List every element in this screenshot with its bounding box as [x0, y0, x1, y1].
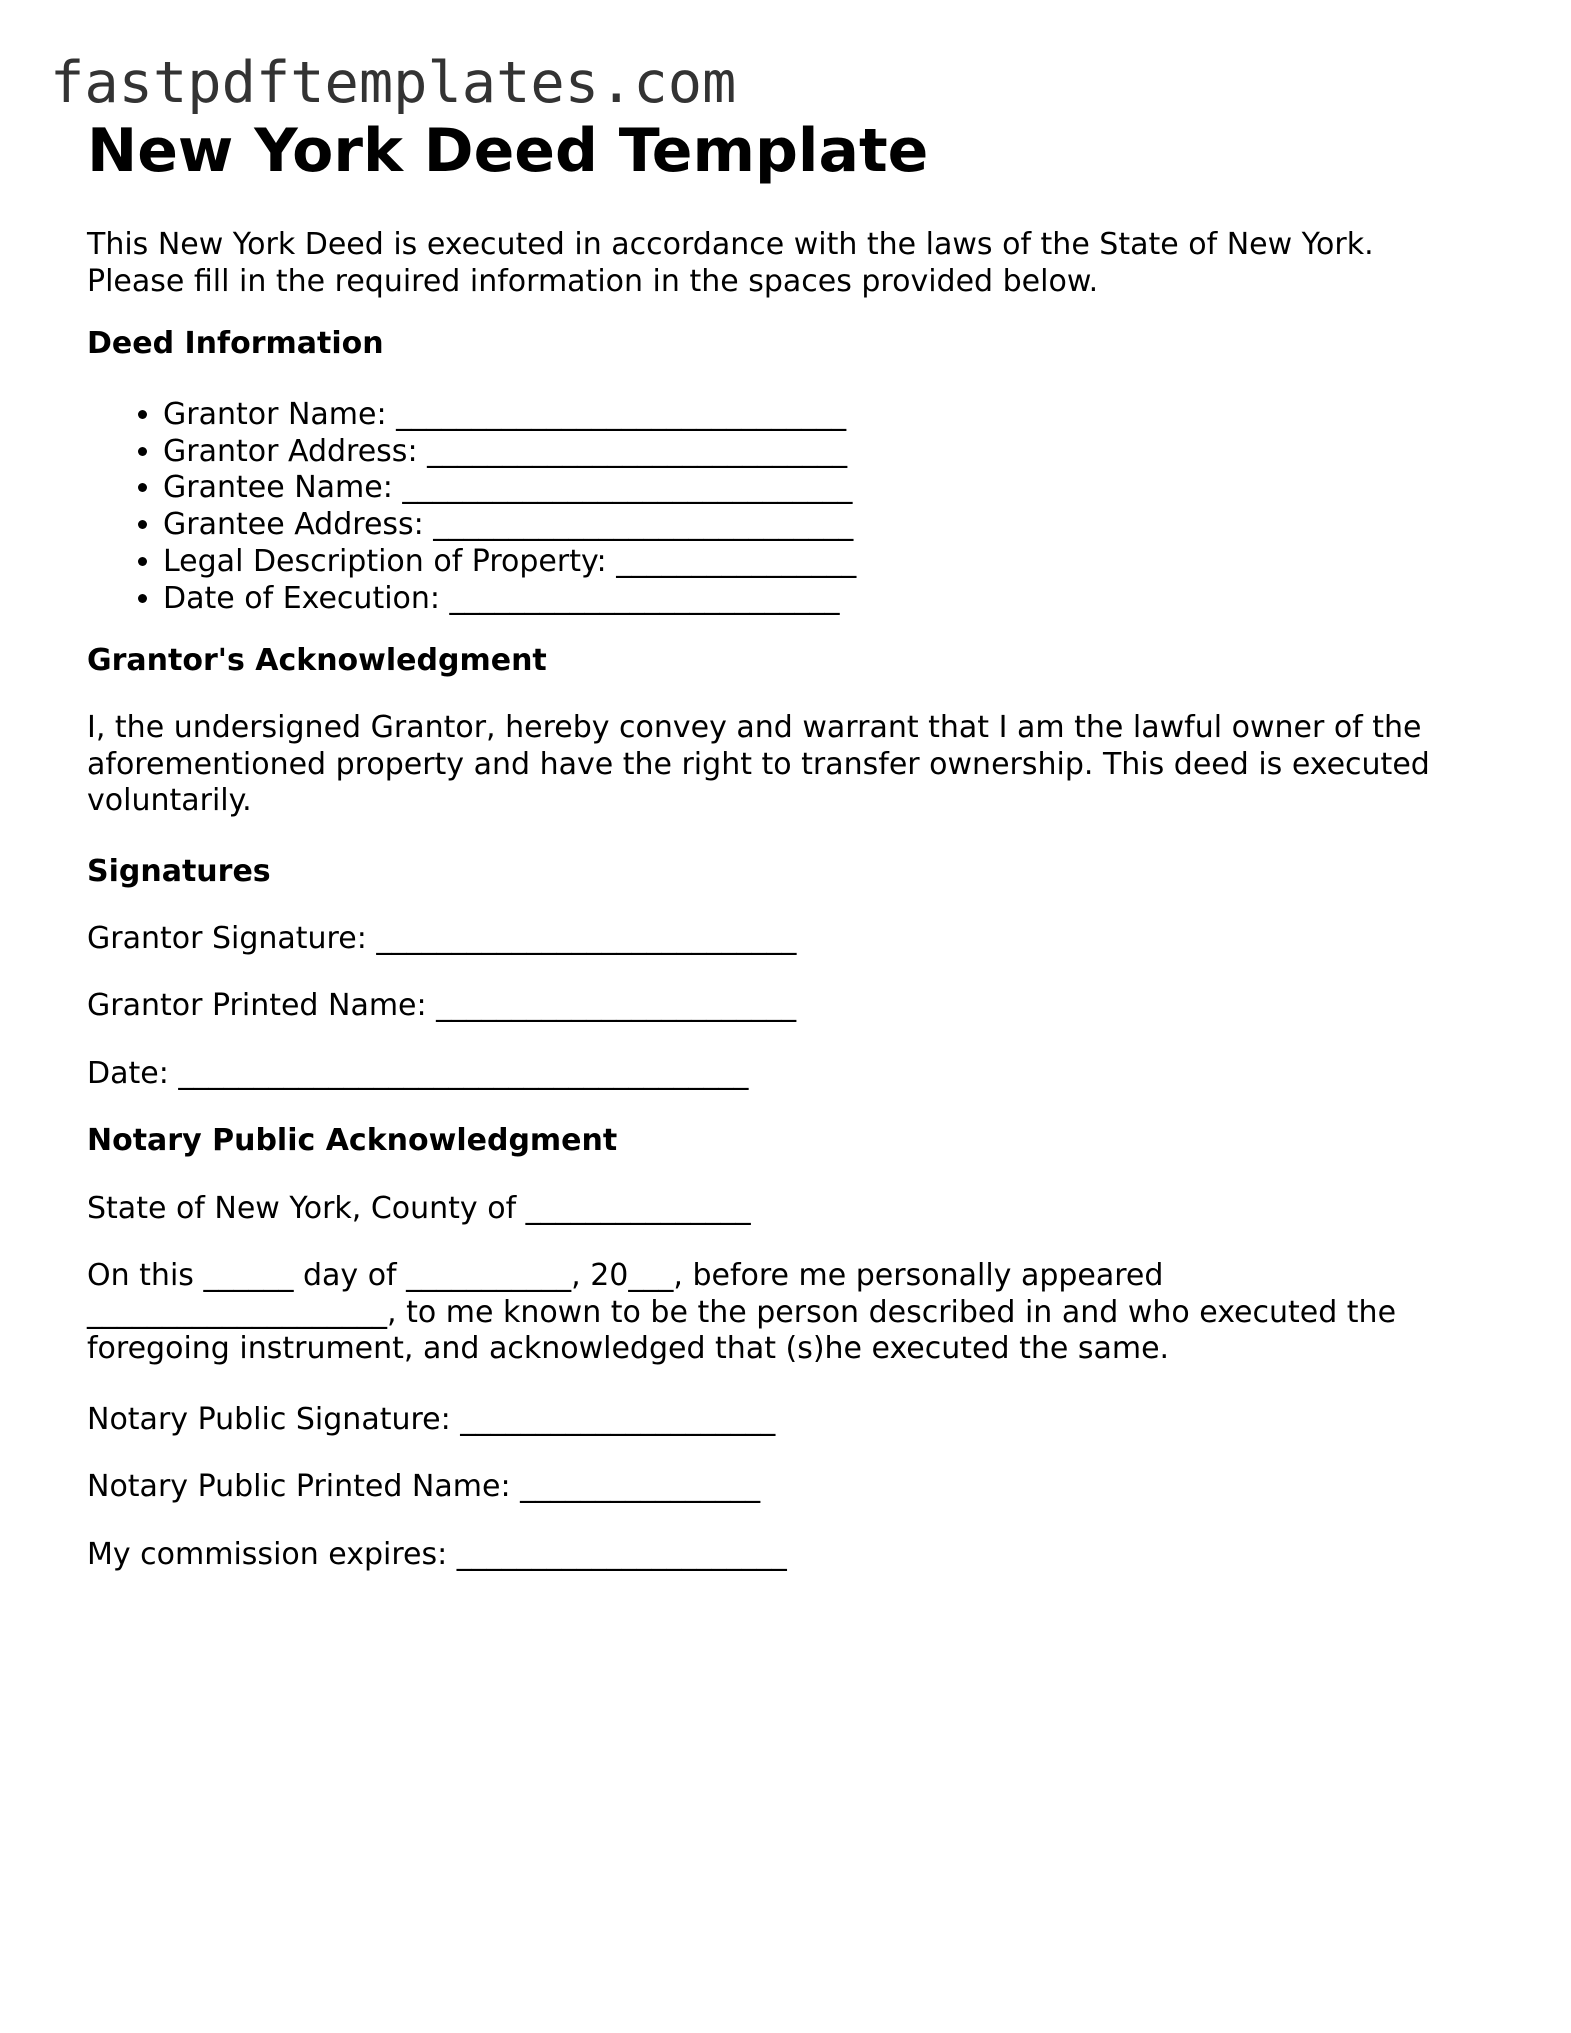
notary-paragraph-line-3: foregoing instrument, and acknowledged that (s)he executed the same. [87, 1331, 1170, 1366]
watermark: fastpdftemplates.com [50, 50, 737, 116]
list-item-grantor-name: • Grantor Name: ______________________________ [163, 397, 856, 434]
notary-paragraph [87, 1258, 1396, 1368]
notary-acknowledgment-heading: Notary Public Acknowledgment [87, 1123, 618, 1158]
deed-information-list [87, 397, 856, 617]
list-item-grantor-address: • Grantor Address: ____________________________ [163, 434, 856, 471]
intro-line-2: Please fill in the required information in the spaces provided below. [87, 263, 1099, 299]
acknowledgment-line-1: I, the undersigned Grantor, hereby convey and warrant that I am the lawful owner of the [87, 710, 1422, 745]
acknowledgment-line-2: aforementioned property and have the right to transfer ownership. This deed is executed [87, 746, 1430, 782]
date-line: Date: ______________________________________ [87, 1056, 749, 1091]
list-item-grantee-address: • Grantee Address: ____________________________ [163, 507, 856, 544]
notary-county-line: State of New York, County of _______________ [87, 1191, 751, 1226]
acknowledgment-line-3: voluntarily. [87, 783, 252, 818]
signatures-heading: Signatures [87, 854, 271, 889]
grantor-signature-line: Grantor Signature: ____________________________ [87, 921, 797, 956]
intro-paragraph [87, 227, 1374, 300]
intro-line-1: This New York Deed is executed in accordance with the laws of the State of New York. [87, 227, 1374, 262]
commission-expires-line: My commission expires: ______________________ [87, 1537, 787, 1572]
notary-paragraph-line-1: On this ______ day of ___________, 20___, before me personally appeared [87, 1258, 1164, 1293]
list-item-date-of-execution: • Date of Execution: __________________________ [163, 581, 856, 618]
grantor-printed-name-line: Grantor Printed Name: ________________________ [87, 988, 797, 1023]
grantor-acknowledgment-heading: Grantor's Acknowledgment [87, 643, 547, 678]
list-item-grantee-name: • Grantee Name: ______________________________ [163, 470, 856, 507]
list-item-legal-description: • Legal Description of Property: ________________ [163, 544, 856, 581]
notary-printed-name-line: Notary Public Printed Name: ________________ [87, 1469, 761, 1504]
notary-signature-line: Notary Public Signature: _____________________ [87, 1402, 776, 1437]
notary-paragraph-line-2: ____________________, to me known to be the person described in and who executed the [87, 1294, 1397, 1330]
deed-information-heading: Deed Information [87, 326, 384, 361]
page-title: New York Deed Template [87, 116, 929, 186]
acknowledgment-paragraph [87, 710, 1430, 820]
